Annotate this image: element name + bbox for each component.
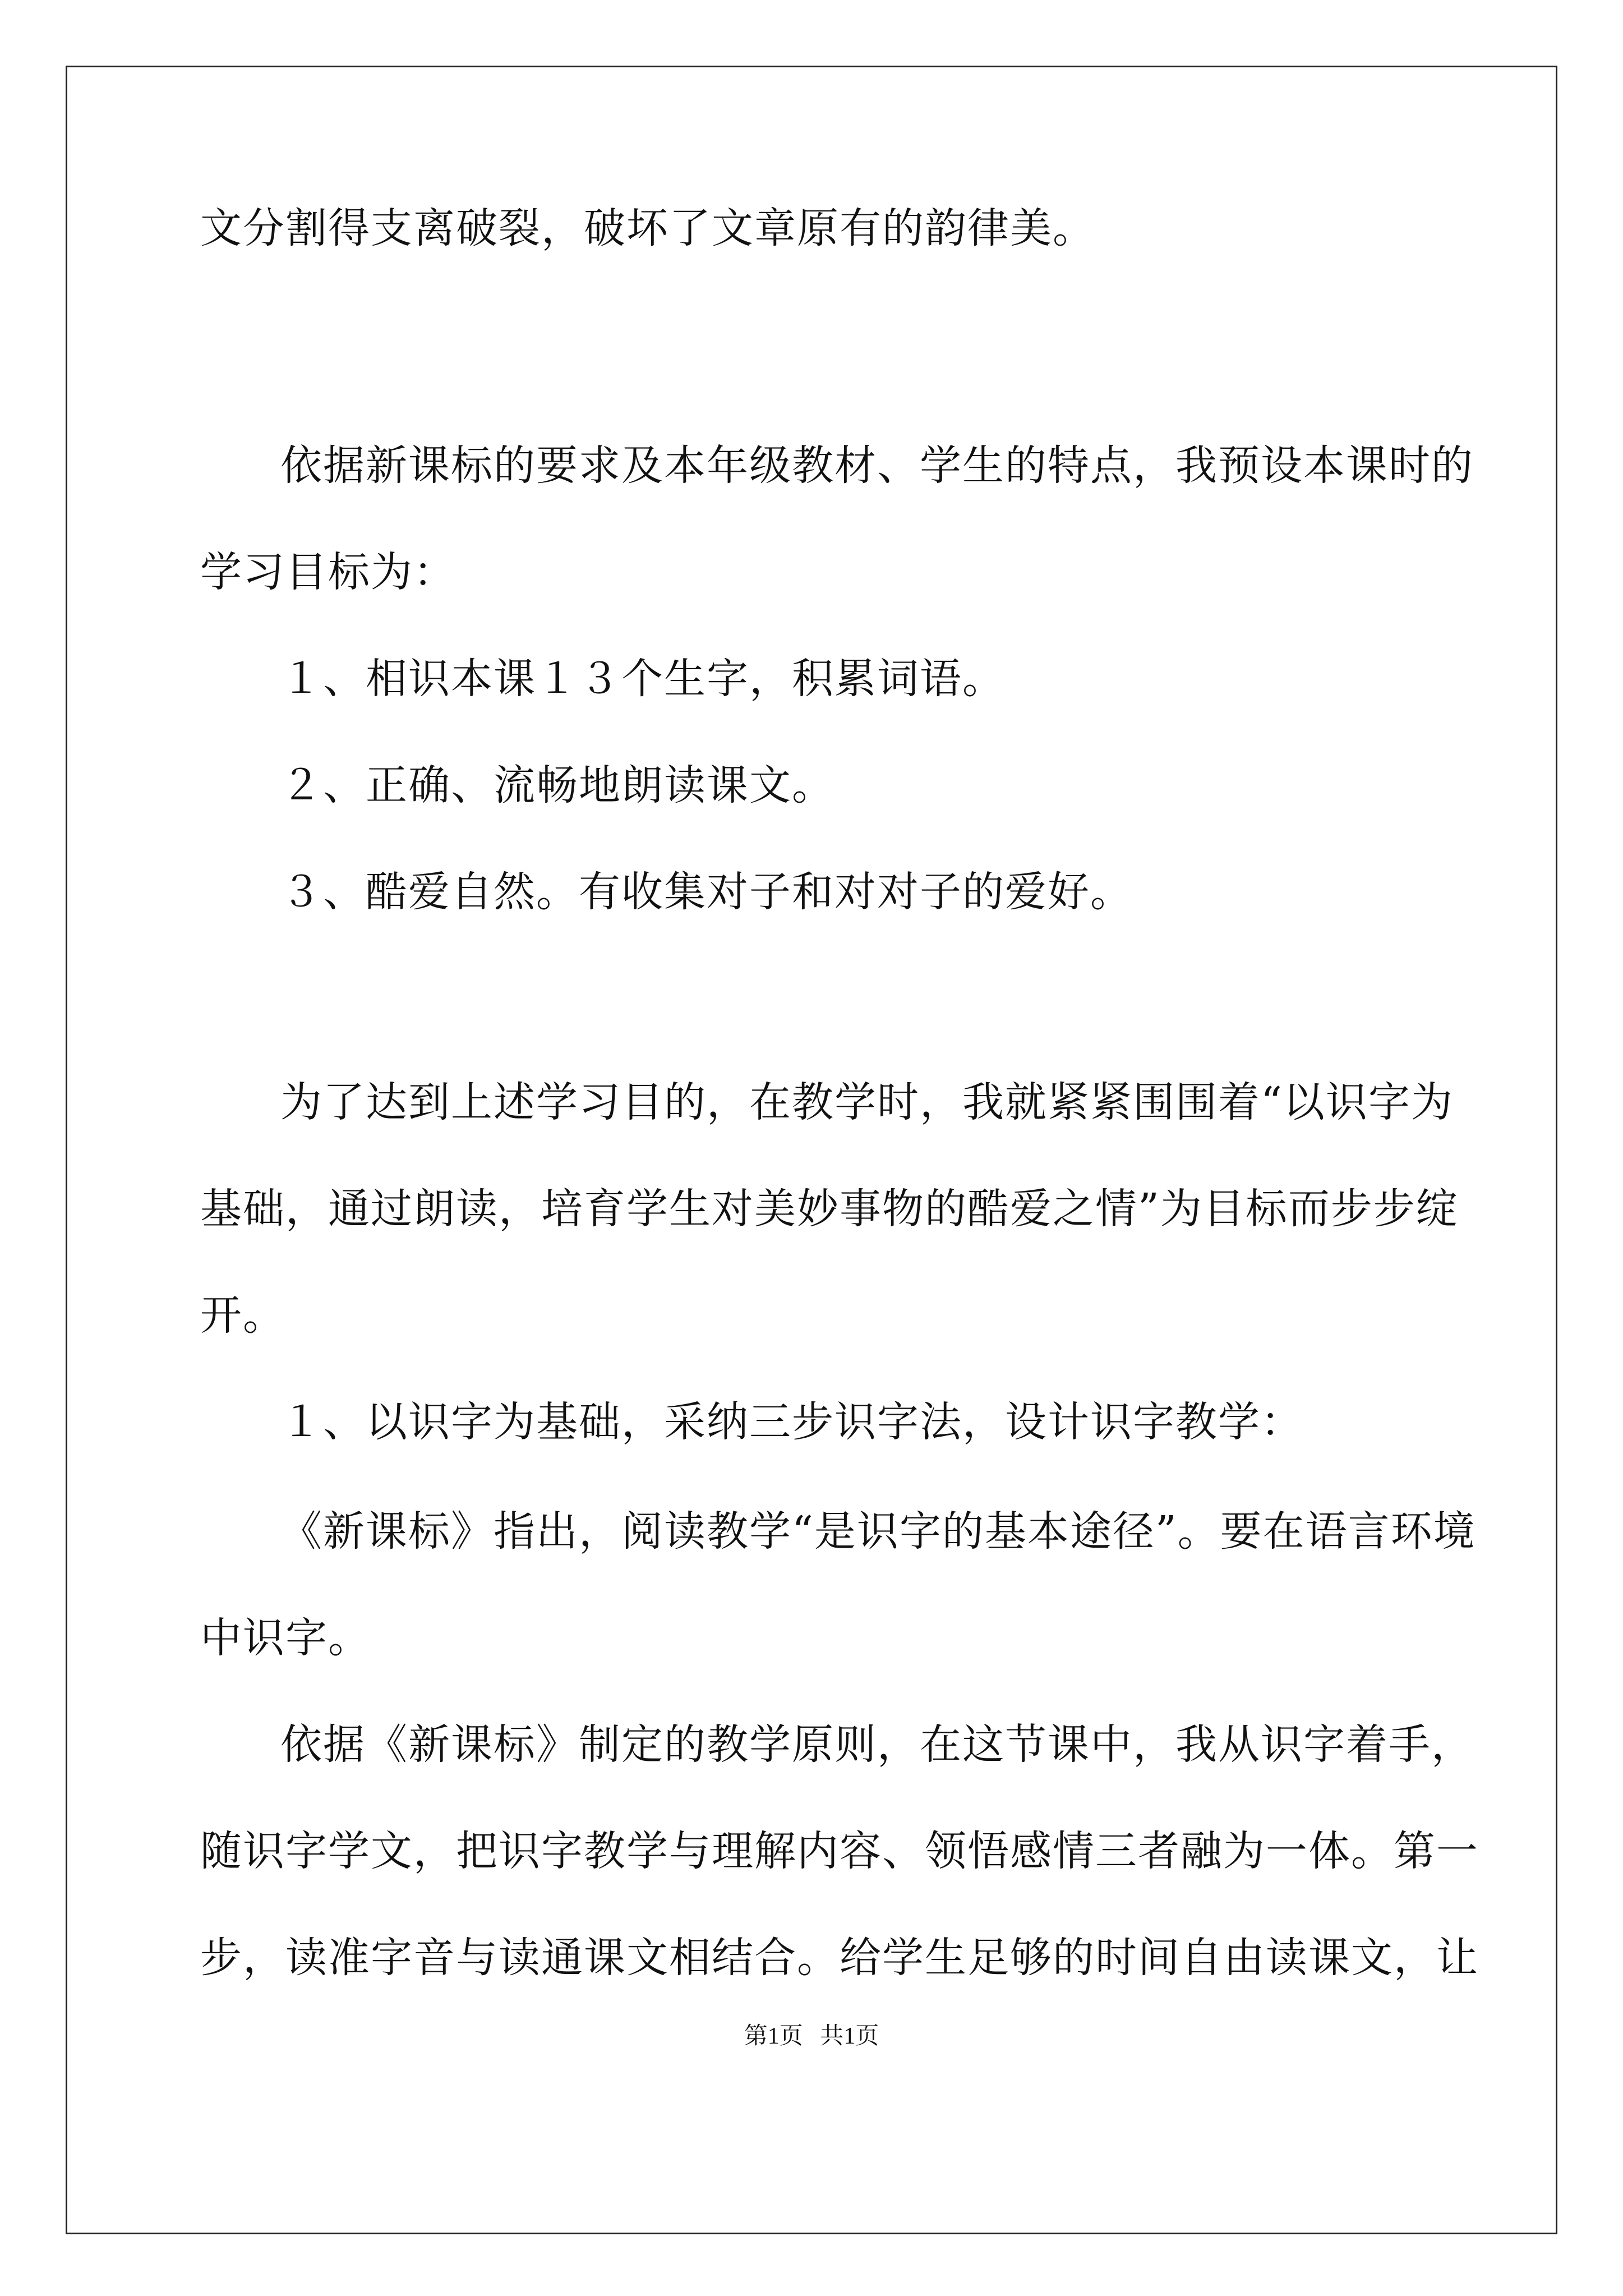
text-line: １、相识本课１３个生字，积累词语。 xyxy=(280,655,1005,703)
text-line: 随识字学文，把识字教学与理解内容、领悟感情三者融为一体。第一 xyxy=(200,1827,1479,1875)
text-line: １、以识字为基础，采纳三步识字法，设计识字教学： xyxy=(280,1398,1303,1446)
text-line: 依据《新课标》制定的教学原则，在这节课中，我从识字着手， xyxy=(280,1720,1474,1769)
page-border xyxy=(66,66,1557,2234)
text-line: 为了达到上述学习目的，在教学时，我就紧紧围围着“以识字为 xyxy=(280,1078,1454,1126)
text-line: 《新课标》指出，阅读教学“是识字的基本途径”。要在语言环境 xyxy=(280,1507,1476,1556)
page-total: 共1页 xyxy=(820,2023,879,2049)
text-line: 学习目标为： xyxy=(200,548,456,596)
page-footer xyxy=(0,2019,1623,2053)
text-line: 开。 xyxy=(200,1291,285,1340)
text-line: 文分割得支离破裂，破坏了文章原有的韵律美。 xyxy=(200,204,1095,252)
text-line: 依据新课标的要求及本年级教材、学生的特点，我预设本课时的 xyxy=(280,441,1474,490)
text-line: 基础，通过朗读，培育学生对美妙事物的酷爱之情”为目标而步步绽 xyxy=(200,1185,1459,1233)
page-number: 第1页 xyxy=(744,2023,803,2049)
text-line: ２、正确、流畅地朗读课文。 xyxy=(280,761,834,809)
text-line: 中识字。 xyxy=(200,1614,371,1662)
text-line: ３、酷爱自然。有收集对子和对对子的爱好。 xyxy=(280,868,1133,916)
text-line: 步，读准字音与读通课文相结合。给学生足够的时间自由读课文，让 xyxy=(200,1934,1479,1982)
